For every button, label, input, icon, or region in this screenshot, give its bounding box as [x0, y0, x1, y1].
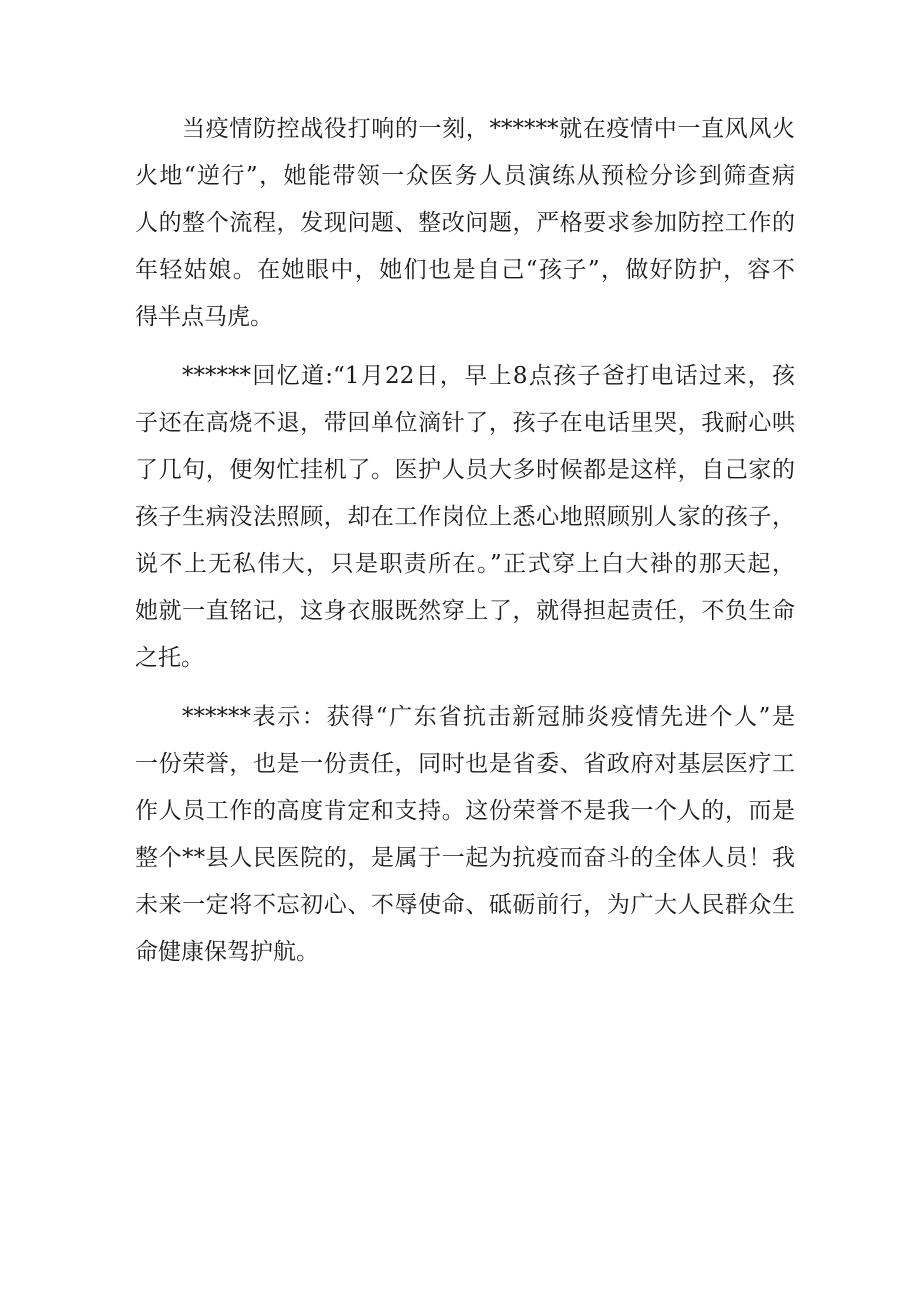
text-line: 子还在高烧不退，带回单位滴针了，孩子在电话里哭，我耐心哄 [135, 410, 795, 436]
text-line: 她就一直铭记，这身衣服既然穿上了，就得担起责任，不负生命 [135, 598, 795, 624]
text-line: 整个**县人民医院的，是属于一起为抗疫而奋斗的全体人员！我 [135, 845, 795, 871]
text-line: 火地“逆行”，她能带领一众医务人员演练从预检分诊到筛查病 [135, 163, 795, 189]
text-line: 说不上无私伟大，只是职责所在。”正式穿上白大褂的那天起， [135, 551, 795, 577]
paragraph-2 [135, 353, 795, 682]
document-body [135, 106, 795, 988]
paragraph-1 [135, 106, 795, 341]
text-line: 年轻姑娘。在她眼中，她们也是自己“孩子”，做好防护，容不 [135, 257, 795, 283]
text-line: 得半点马虎。 [135, 304, 273, 330]
text-line: 当疫情防控战役打响的一刻，******就在疫情中一直风风火 [182, 116, 795, 142]
text-line: 了几句，便匆忙挂机了。医护人员大多时候都是这样，自己家的 [135, 457, 795, 483]
paragraph-3 [135, 694, 795, 976]
text-line: ******表示：获得“广东省抗击新冠肺炎疫情先进个人”是 [182, 704, 795, 730]
text-line: 未来一定将不忘初心、不辱使命、砥砺前行，为广大人民群众生 [135, 892, 795, 918]
text-line: 命健康保驾护航。 [135, 939, 319, 965]
text-line: 孩子生病没法照顾，却在工作岗位上悉心地照顾别人家的孩子， [135, 504, 795, 530]
text-line: ******回忆道:“1月22日，早上8点孩子爸打电话过来，孩 [182, 363, 795, 389]
text-line: 之托。 [135, 645, 204, 671]
text-line: 作人员工作的高度肯定和支持。这份荣誉不是我一个人的，而是 [135, 798, 795, 824]
text-line: 一份荣誉，也是一份责任，同时也是省委、省政府对基层医疗工 [135, 751, 795, 777]
text-line: 人的整个流程，发现问题、整改问题，严格要求参加防控工作的 [135, 210, 795, 236]
